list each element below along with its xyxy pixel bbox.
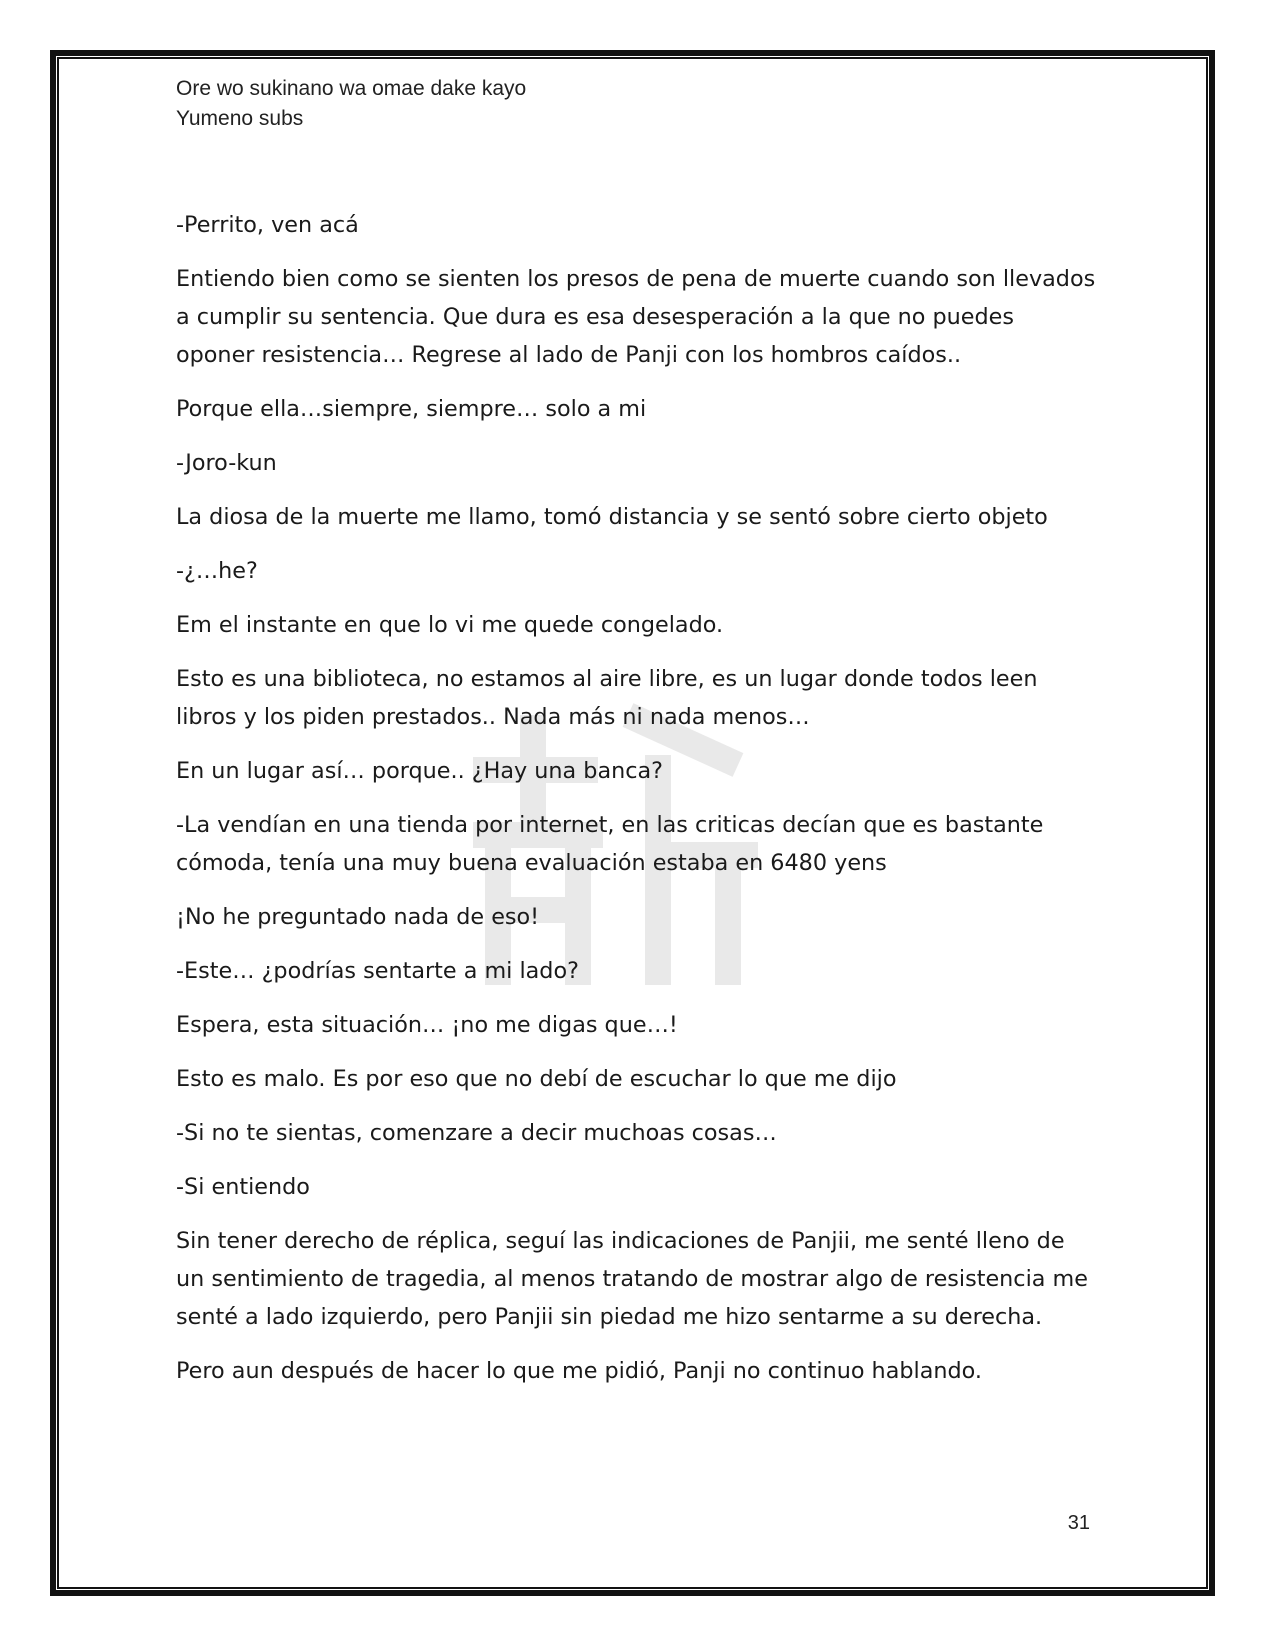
paragraph: -Si no te sientas, comenzare a decir muchoas cosas…	[176, 1120, 777, 1146]
paragraph: -Este… ¿podrías sentarte a mi lado?	[176, 958, 579, 984]
paragraph: Esto es una biblioteca, no estamos al aire libre, es un lugar donde todos leen libros y los piden prestados.. Nada más ni nada menos…	[176, 666, 1038, 730]
paragraph: Pero aun después de hacer lo que me pidió, Panji no continuo hablando.	[176, 1358, 982, 1384]
paragraph: Sin tener derecho de réplica, seguí las indicaciones de Panjii, me senté lleno de un sentimiento de tragedia, al menos tratando de mostrar algo de resistencia me senté a lado izquierdo, pero Panjii sin piedad me hizo sentarme a su derecha.	[176, 1228, 1088, 1330]
paragraph: -¿…he?	[176, 558, 258, 584]
paragraph: Em el instante en que lo vi me quede congelado.	[176, 612, 724, 638]
paragraph: La diosa de la muerte me llamo, tomó distancia y se sentó sobre cierto objeto	[176, 504, 1048, 530]
paragraph: En un lugar así… porque.. ¿Hay una banca?	[176, 758, 664, 784]
page-number: 31	[1067, 1512, 1090, 1534]
paragraph: ¡No he preguntado nada de eso!	[176, 904, 540, 930]
paragraph: -Joro-kun	[176, 450, 277, 476]
body-text	[176, 206, 1096, 1406]
page-header	[176, 74, 526, 134]
paragraph: Esto es malo. Es por eso que no debí de escuchar lo que me dijo	[176, 1066, 897, 1092]
paragraph: Espera, esta situación… ¡no me digas que…!	[176, 1012, 678, 1038]
paragraph: -La vendían en una tienda por internet, en las criticas decían que es bastante cómoda, tenía una muy buena evaluación estaba en 6480 yens	[176, 812, 1044, 876]
paragraph: Entiendo bien como se sienten los presos de pena de muerte cuando son llevados a cumplir su sentencia. Que dura es esa desesperación a la que no puedes oponer resistencia… Regrese al lado de Panji con los hombros caídos..	[176, 266, 1096, 368]
header-subtitle: Yumeno subs	[176, 107, 304, 130]
paragraph: Porque ella…siempre, siempre… solo a mi	[176, 396, 647, 422]
paragraph: -Perrito, ven acá	[176, 212, 359, 238]
paragraph: -Si entiendo	[176, 1174, 310, 1200]
header-title: Ore wo sukinano wa omae dake kayo	[176, 77, 527, 100]
